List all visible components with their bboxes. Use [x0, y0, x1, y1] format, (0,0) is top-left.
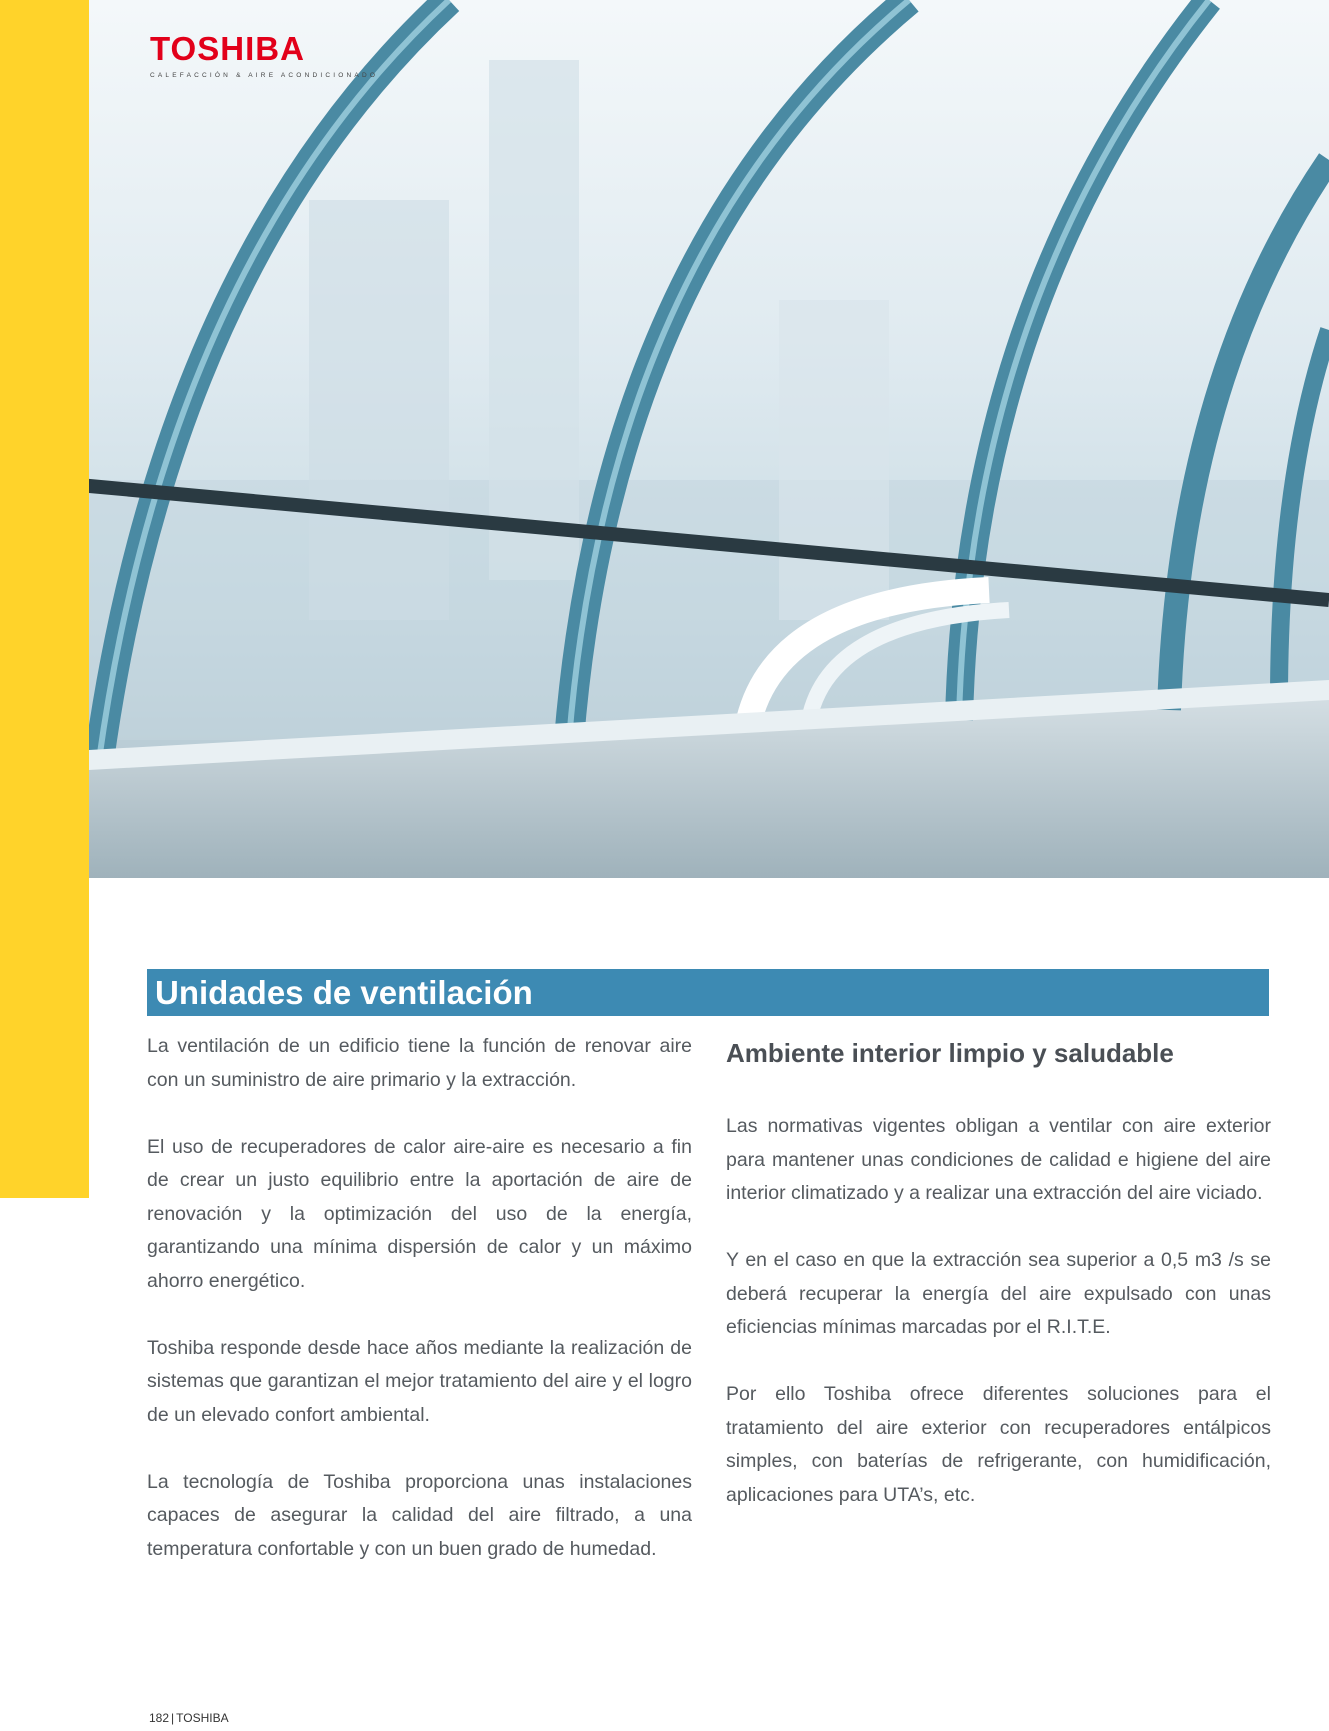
footer-separator: | [171, 1711, 175, 1725]
left-paragraph: La ventilación de un edificio tiene la función de renovar aire con un suministro de aire primario y la extracción. [147, 1035, 692, 1091]
right-column [726, 1030, 1271, 1546]
section-header [147, 969, 1269, 1016]
page-number: 182 [149, 1711, 170, 1725]
glass-corridor-illustration [89, 0, 1329, 878]
right-paragraph: Las normativas vigentes obligan a ventilar con aire exterior para mantener unas condiciones de calidad e higiene del aire interior climatizado y a realizar una extracción del aire viciado. [726, 1115, 1271, 1204]
hero-photo [89, 0, 1329, 878]
page-footer [149, 1711, 229, 1725]
logo-tagline: CALEFACCIÓN & AIRE ACONDICIONADO [150, 72, 379, 79]
left-paragraph: Toshiba responde desde hace años mediante la realización de sistemas que garantizan el mejor tratamiento del aire y el logro de un elevado confort ambiental. [147, 1336, 692, 1426]
yellow-side-bar [0, 0, 89, 1198]
right-paragraph: Y en el caso en que la extracción sea superior a 0,5 m3 /s se deberá recuperar la energía del aire expulsado con unas eficiencias mínimas marcadas por el R.I.T.E. [726, 1249, 1271, 1338]
toshiba-logo [150, 32, 378, 79]
section-title: Unidades de ventilación [155, 974, 533, 1011]
left-paragraph: El uso de recuperadores de calor aire-aire es necesario a fin de crear un justo equilibrio entre la aportación de aire de renovación y la optimización del uso de la energía, garantizando una mínima dispersión de calor y un máximo ahorro energético. [147, 1135, 692, 1292]
logo-brand: TOSHIBA [150, 30, 305, 67]
left-column [147, 1030, 692, 1600]
right-paragraph: Por ello Toshiba ofrece diferentes soluciones para el tratamiento del aire exterior con recuperadores entálpicos simples, con baterías de refrigerante, con humidificación, aplicaciones para UTA’s, etc. [726, 1383, 1271, 1506]
left-paragraph: La tecnología de Toshiba proporciona unas instalaciones capaces de asegurar la calidad del aire filtrado, a una temperatura confortable y con un buen grado de humedad. [147, 1470, 692, 1560]
footer-brand: TOSHIBA [176, 1711, 229, 1725]
right-heading: Ambiente interior limpio y saludable [726, 1038, 1174, 1068]
